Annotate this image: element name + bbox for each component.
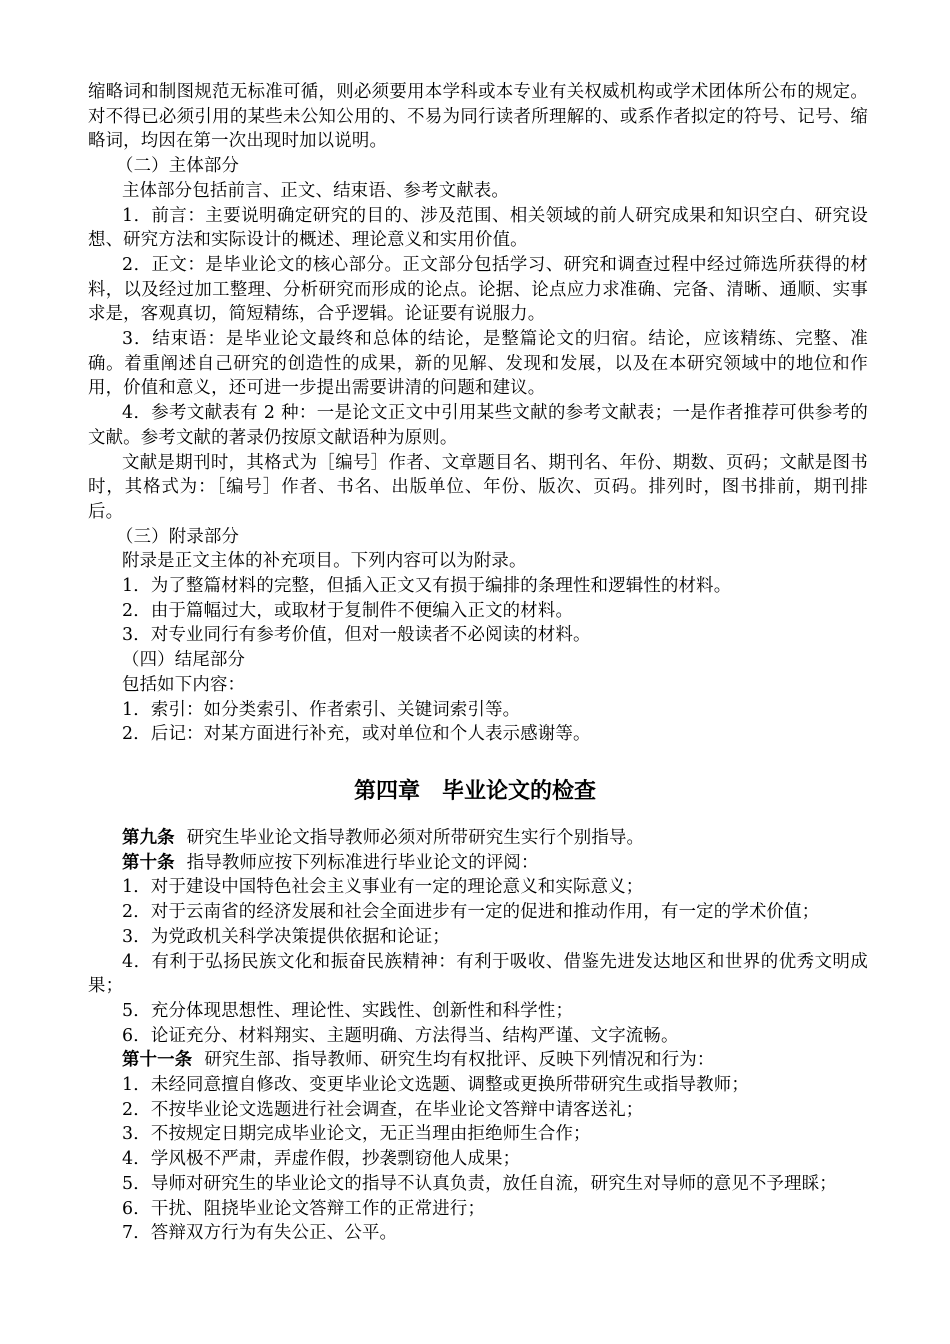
- article-text: 研究生部、指导教师、研究生均有权批评、反映下列情况和行为：: [204, 1050, 715, 1071]
- paragraph: 缩略词和制图规范无标准可循，则必须要用本学科或本专业有关权威机构或学术团体所公布的规定。对不得已必须引用的某些未公知公用的、不易为同行读者所理解的、或系作者拟定的符号、记号、缩略词，均因在第一次出现时加以说明。: [88, 82, 868, 152]
- list-item: 2．由于篇幅过大，或取材于复制件不便编入正文的材料。: [122, 600, 574, 621]
- article-eleven: [88, 1048, 868, 1073]
- paragraph: 主体部分包括前言、正文、结束语、参考文献表。: [122, 180, 509, 201]
- paragraph: 附录是正文主体的补充项目。下列内容可以为附录。: [122, 551, 527, 572]
- list-item: 1．对于建设中国特色社会主义事业有一定的理论意义和实际意义；: [122, 877, 644, 898]
- list-item: 3．为党政机关科学决策提供依据和论证；: [122, 926, 450, 947]
- paragraph: 包括如下内容：: [122, 674, 246, 695]
- article-text: 指导教师应按下列标准进行毕业论文的评阅：: [186, 852, 539, 873]
- section-heading: （四）结尾部分: [122, 650, 246, 671]
- list-item: 5．导师对研究生的毕业论文的指导不认真负责，放任自流，研究生对导师的意见不予理睬；: [122, 1173, 837, 1194]
- list-item: 3．对专业同行有参考价值，但对一般读者不必阅读的材料。: [122, 625, 591, 646]
- section-heading: （二）主体部分: [116, 156, 240, 177]
- list-item: 5．充分体现思想性、理论性、实践性、创新性和科学性；: [122, 1000, 574, 1021]
- list-item: 1．索引：如分类索引、作者索引、关键词索引等。: [122, 699, 521, 720]
- list-item: 7．答辩双方行为有失公正、公平。: [122, 1223, 398, 1244]
- chapter-four-body: [88, 826, 868, 1246]
- chapter-title: 第四章 毕业论文的检查: [353, 779, 596, 804]
- paragraph: 文献是期刊时，其格式为［编号］作者、文章题目名、期刊名、年份、期数、页码；文献是图书时，其格式为：［编号］作者、书名、出版单位、年份、版次、页码。排列时，图书排前，期刊排后。: [88, 452, 868, 522]
- article-nine: [88, 826, 868, 851]
- article-text: 研究生毕业论文指导教师必须对所带研究生实行个别指导。: [186, 828, 645, 848]
- list-item: 2．后记：对某方面进行补充，或对单位和个人表示感谢等。: [122, 724, 591, 745]
- section-heading: （三）附录部分: [116, 526, 240, 547]
- article-label: 第十条: [122, 852, 175, 873]
- list-item: 3．不按规定日期完成毕业论文，无正当理由拒绝师生合作；: [122, 1124, 591, 1145]
- list-item: 2．对于云南省的经济发展和社会全面进步有一定的促进和推动作用，有一定的学术价值；: [122, 902, 820, 923]
- list-item: 6．论证充分、材料翔实、主题明确、方法得当、结构严谨、文字流畅。: [122, 1025, 679, 1046]
- paragraph: 1．前言：主要说明确定研究的目的、涉及范围、相关领域的前人研究成果和知识空白、研究设想、研究方法和实际设计的概述、理论意义和实用价值。: [88, 205, 868, 251]
- list-item: 6．干扰、阻挠毕业论文答辩工作的正常进行；: [122, 1198, 486, 1219]
- paragraph: 4．参考文献表有 2 种：一是论文正文中引用某些文献的参考文献表；一是作者推荐可供参考的文献。参考文献的著录仍按原文献语种为原则。: [88, 403, 868, 448]
- paragraph: 2．正文：是毕业论文的核心部分。正文部分包括学习、研究和调查过程中经过筛选所获得的材料，以及经过加工整理、分析研究而形成的论点。论据、论点应力求准确、完备、清晰、通顺、实事求是，客观真切，简短精练，合乎逻辑。论证要有说服力。: [88, 254, 868, 325]
- list-item: 4．有利于弘扬民族文化和振奋民族精神：有利于吸收、借鉴先进发达地区和世界的优秀文明成果；: [88, 951, 868, 997]
- article-label: 第十一条: [122, 1050, 193, 1071]
- list-item: 2．不按毕业论文选题进行社会调查，在毕业论文答辩中请客送礼；: [122, 1099, 644, 1120]
- paragraph: 3．结束语：是毕业论文最终和总体的结论，是整篇论文的归宿。结论，应该精练、完整、准确。着重阐述自己研究的创造性的成果，新的见解、发现和发展，以及在本研究领域中的地位和作用，价值和意义，还可进一步提出需要讲清的问题和建议。: [88, 329, 868, 399]
- list-item: 1．为了整篇材料的完整，但插入正文又有损于编排的条理性和逻辑性的材料。: [122, 576, 732, 597]
- list-item: 4．学风极不严肃，弄虚作假，抄袭剽窃他人成果；: [122, 1149, 521, 1170]
- upper-section: [88, 80, 868, 747]
- article-label: 第九条: [122, 828, 175, 848]
- article-ten: [88, 851, 868, 876]
- list-item: 1．未经同意擅自修改、变更毕业论文选题、调整或更换所带研究生或指导教师；: [122, 1075, 749, 1096]
